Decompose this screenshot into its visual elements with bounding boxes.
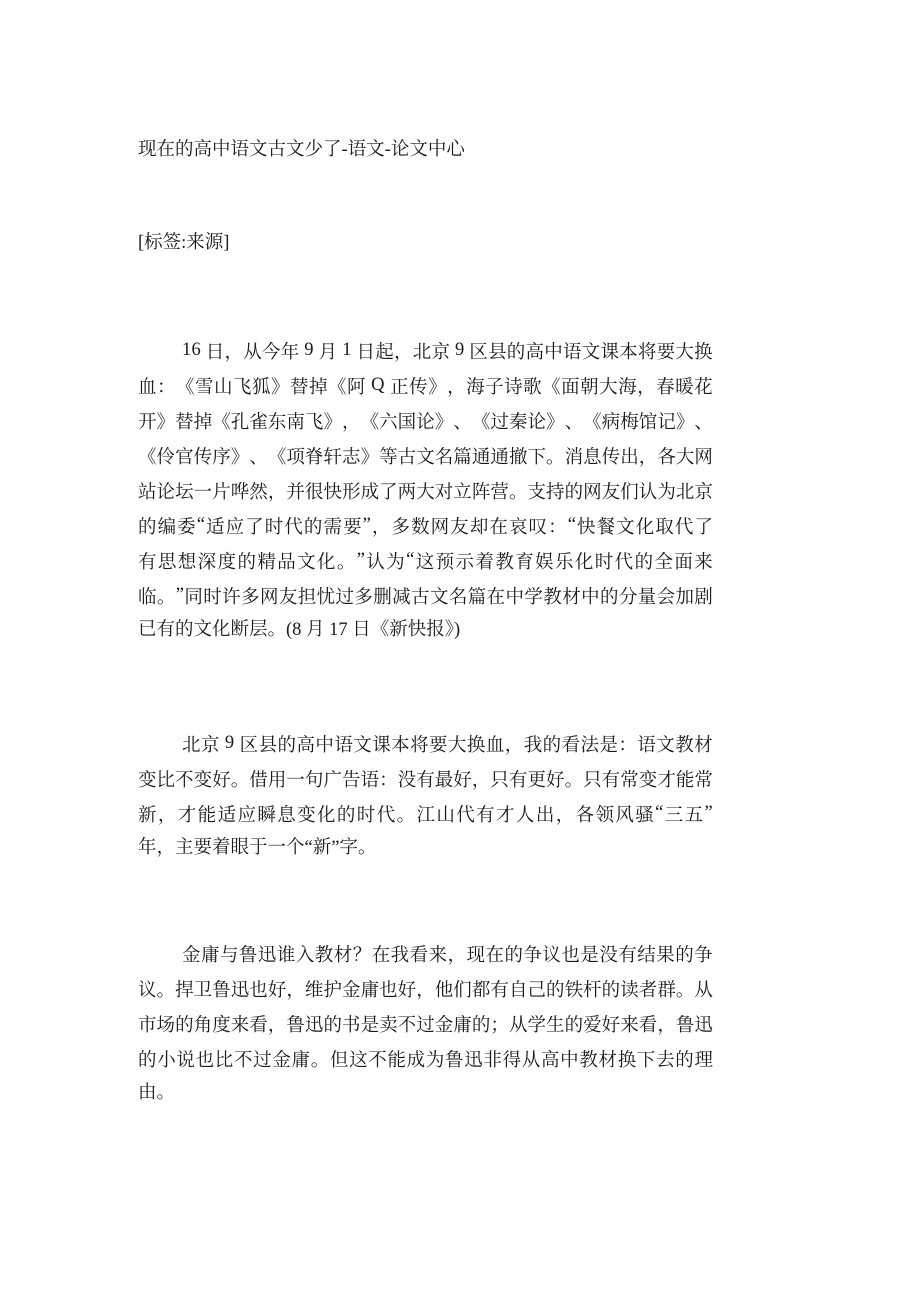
paragraphs bbox=[138, 333, 790, 1111]
paragraph-line: 有 思 想 深 度 的 精 品 文 化 。 ” 认 为 “ 这 预 示 着 教 育 娱 乐 化 时 代 的 全 面 来 bbox=[138, 550, 713, 573]
tag-source-line: [标签:来源] bbox=[138, 233, 230, 253]
paragraph-2 bbox=[138, 726, 790, 866]
paragraph-line: 新 ， 才 能 适 应 瞬 息 变 化 的 时 代 。 江 山 代 有 才 人 出 ， 各 领 风 骚 “ 三 五 ” bbox=[138, 803, 713, 826]
paragraph-line: 变 比 不 变 好 。 借 用 一 句 广 告 语 ： 没 有 最 好 ， 只 有 更 好 。 只 有 常 变 才 能 常 bbox=[138, 770, 713, 791]
paragraph-3 bbox=[138, 936, 790, 1111]
paragraph-line: 金 庸 与 鲁 迅 谁 入 教 材 ？ 在 我 看 来 ， 现 在 的 争 议 也 是 没 有 结 果 的 争 bbox=[182, 945, 713, 966]
paragraph-line: 站 论 坛 一 片 哗 然 ， 并 很 快 形 成 了 两 大 对 立 阵 营 。 支 持 的 网 友 们 认 为 北 京 bbox=[138, 482, 713, 503]
paragraph-1 bbox=[138, 333, 790, 648]
paragraph-line: 开 》 替 掉 《 孔 雀 东 南 飞 》 ， 《 六 国 论 》 、 《 过 秦 论 》 、 《 病 梅 馆 记 》 、 bbox=[138, 412, 713, 433]
paragraph-line: 已有的文化断层。(8 月 17 日《新快报》) bbox=[138, 620, 461, 640]
paragraph-line: 临 。 ” 同 时 许 多 网 友 担 忧 过 多 删 减 古 文 名 篇 在 中 学 教 材 中 的 分 量 会 加 剧 bbox=[138, 585, 713, 608]
paragraph-line: 的 小 说 也 比 不 过 金 庸 。 但 这 不 能 成 为 鲁 迅 非 得 从 高 中 教 材 换 下 去 的 理 bbox=[138, 1050, 713, 1071]
paragraph-line: 市 场 的 角 度 来 看 ， 鲁 迅 的 书 是 卖 不 过 金 庸 的 ； 从 学 生 的 爱 好 来 看 ， 鲁 迅 bbox=[138, 1015, 713, 1036]
paragraph-line: 由。 bbox=[138, 1083, 176, 1103]
document-title: 现在的高中语文古文少了-语文-论文中心 bbox=[138, 140, 465, 160]
paragraph-line: 血 ： 《 雪 山 飞 狐 》 替 掉 《 阿 Q 正 传 》 ， 海 子 诗 歌 《 面 朝 大 海 ， 春 暖 花 bbox=[138, 375, 713, 398]
paragraph-line: 北 京 9 区 县 的 高 中 语 文 课 本 将 要 大 换 血 ， 我 的 看 法 是 ： 语 文 教 材 bbox=[182, 733, 713, 756]
paragraph-line: 年，主要着眼于一个“新”字。 bbox=[138, 838, 377, 858]
paragraph-line: 《 伶 官 传 序 》 、 《 项 脊 轩 志 》 等 古 文 名 篇 通 通 撤 下 。 消 息 传 出 ， 各 大 网 bbox=[138, 447, 713, 468]
paragraph-line: 1 6 日 ， 从 今 年 9 月 1 日 起 ， 北 京 9 区 县 的 高 中 语 文 课 本 将 要 大 换 bbox=[182, 340, 713, 363]
paragraph-line: 的 编 委 “ 适 应 了 时 代 的 需 要 ” ， 多 数 网 友 却 在 哀 叹 ： “ 快 餐 文 化 取 代 了 bbox=[138, 515, 713, 538]
paragraph-line: 议 。 捍 卫 鲁 迅 也 好 ， 维 护 金 庸 也 好 ， 他 们 都 有 自 己 的 铁 杆 的 读 者 群 。 从 bbox=[138, 980, 713, 1001]
